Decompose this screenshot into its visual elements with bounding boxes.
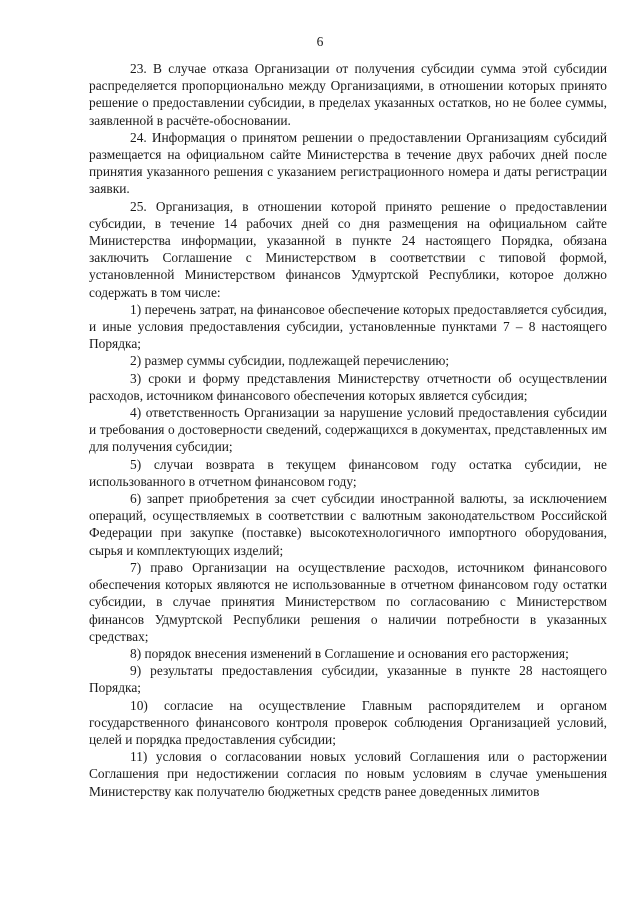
paragraph-24: 24. Информация о принятом решении о предоставлении Организациям субсидий размещается на официальном сайте Министерства в течение двух рабочих дней после принятия указанного решения с указанием регистрационного номера и даты регистрации заявки. [89,129,607,197]
list-item-3: 3) сроки и форму представления Министерству отчетности об осуществлении расходов, источником финансового обеспечения которых является субсидия; [89,370,607,403]
list-item-9: 9) результаты предоставления субсидии, указанные в пункте 28 настоящего Порядка; [89,663,607,696]
list-item-7: 7) право Организации на осуществление расходов, источником финансового обеспечения которых являются не использованные в отчетном финансовом году остатки субсидии, в случае принятия Министерством по согласованию с Министерством финансов Удмуртской Республики решения о наличии потребности в указанных средствах; [89,559,607,644]
paragraph-25: 25. Организация, в отношении которой принято решение о предоставлении субсидии, в течение 14 рабочих дней со дня размещения на официальном сайте Министерства информации, указанной в пункте 24 настоящего Порядка, обязана заключить Соглашение с Министерством в соответствии с типовой формой, установленной Министерством финансов Удмуртской Республики, которое должно содержать в том числе: [89,198,607,300]
page-number: 6 [316,34,324,49]
list-item-11: 11) условия о согласовании новых условий Соглашения или о расторжении Соглашения при недостижении согласия по новым условиям в случае уменьшения Министерству как получателю бюджетных средств ранее доведенных лимитов [89,749,607,799]
document-body [89,60,607,800]
list-item-2: 2) размер суммы субсидии, подлежащей перечислению; [130,353,450,369]
list-item-1: 1) перечень затрат, на финансовое обеспечение которых предоставляется субсидия, и иные условия предоставления субсидии, установленные пунктами 7 – 8 настоящего Порядка; [89,301,607,352]
list-item-4: 4) ответственность Организации за нарушение условий предоставления субсидии и требования о достоверности сведений, содержащихся в документах, представленных им для получения субсидии; [89,405,607,455]
list-item-6: 6) запрет приобретения за счет субсидии иностранной валюты, за исключением операций, осуществляемых в соответствии с валютным законодательством Российской Федерации при закупке (поставке) высокотехнологичного импортного оборудования, сырья и комплектующих изделий; [89,491,607,558]
paragraph-23: 23. В случае отказа Организации от получения субсидии сумма этой субсидии распределяется пропорционально между Организациями, в отношении которых принято решение о предоставлении субсидии, в пределах указанных остатков, но не более суммы, заявленной в расчёте-обосновании. [89,61,607,128]
list-item-10: 10) согласие на осуществление Главным распорядителем и органом государственного финансового контроля проверок соблюдения Организацией условий, целей и порядка предоставления субсидии; [89,697,607,747]
list-item-5: 5) случаи возврата в текущем финансовом году остатка субсидии, не использованного в отчетном финансовом году; [89,456,607,489]
list-item-8: 8) порядок внесения изменений в Соглашение и основания его расторжения; [130,645,569,661]
